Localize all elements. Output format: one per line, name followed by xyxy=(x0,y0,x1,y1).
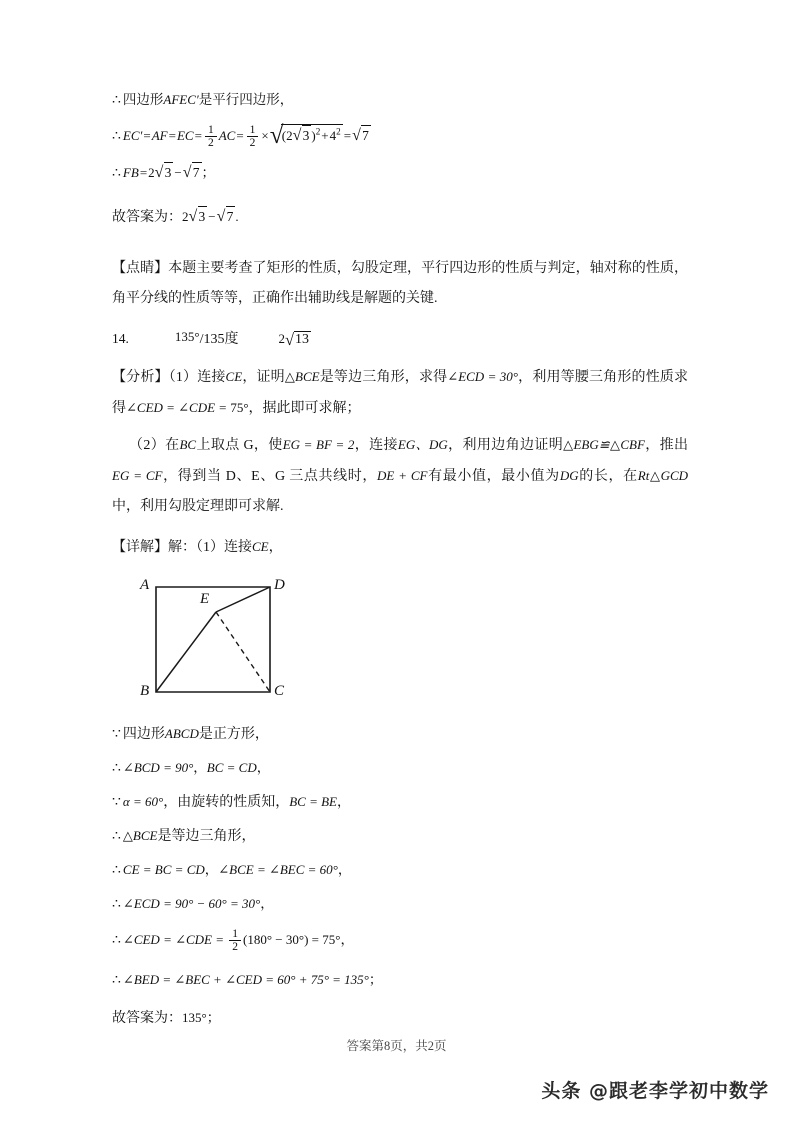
eg-cf-equation: EG = CF xyxy=(112,468,163,484)
sqrt-13: √ 13 xyxy=(285,331,311,348)
inner-sqrt-3: √ 3 xyxy=(293,125,312,146)
solution-line-4 xyxy=(112,826,688,847)
ce-bc-cd-equation: CE = BC = CD xyxy=(122,862,205,878)
equals-sign: = xyxy=(194,128,202,144)
answer-135-degrees: 135° xyxy=(174,329,200,345)
comma: ， xyxy=(337,862,352,878)
page-footer: 答案第8页，共2页 xyxy=(346,1039,447,1053)
comma: ， xyxy=(204,862,219,878)
comma: ， xyxy=(340,932,354,948)
because-symbol: ∴ xyxy=(112,93,121,108)
solution-line-5 xyxy=(112,860,688,881)
angle-ecd-value: ∠ECD = 30° xyxy=(447,369,518,385)
solution-line-3 xyxy=(112,792,688,813)
exponent-2: 2 xyxy=(315,126,321,137)
semicolon: ； xyxy=(206,1010,221,1026)
geometry-figure-square-abcd xyxy=(138,575,338,710)
figure-svg xyxy=(138,575,338,710)
final-answer-value: 135° xyxy=(182,1010,207,1026)
answer-label: 故答案为： xyxy=(112,210,182,226)
solution-line-bed xyxy=(112,970,688,991)
therefore-symbol: ∴ xyxy=(112,863,121,879)
analysis-p2-line3-a: 中，利用勾股定理即可求解. xyxy=(112,499,284,515)
dianjing-paragraph xyxy=(112,254,688,314)
ec-prime-equation-line xyxy=(112,124,688,149)
dianjing-text: 本题主要考查了矩形的性质，勾股定理，平行四边形的性质与判定，轴对称的性质，角平分线的性质等等，正确作出辅助线是解题的关键. xyxy=(112,261,689,307)
bc-segment: BC xyxy=(179,437,197,453)
angle-bce-bec-value: ∠BCE = ∠BEC = 60° xyxy=(218,862,338,878)
solution-line-6 xyxy=(112,894,688,915)
segment-be xyxy=(156,612,216,692)
times-sign: × xyxy=(261,128,269,144)
therefore-symbol: ∴ xyxy=(112,761,121,777)
analysis-p2-line2-b: ，得到当 D、E、G 三点共线时， xyxy=(162,469,377,485)
analysis-tag: 【分析】 xyxy=(112,370,169,386)
solution-line-2 xyxy=(112,758,688,779)
therefore-symbol: ∴ xyxy=(112,829,121,845)
vertex-label-c: C xyxy=(274,683,285,700)
period: . xyxy=(235,209,239,225)
two-coefficient: 2 xyxy=(182,209,189,225)
equals-sign: = xyxy=(236,128,244,144)
triangle-bce: △BCE xyxy=(284,369,320,385)
outer-sqrt xyxy=(270,124,343,146)
vertex-label-d: D xyxy=(274,577,285,594)
sqrt-7: √ 7 xyxy=(352,125,371,146)
two-coefficient: 2 xyxy=(286,128,293,144)
answer-label: 故答案为： xyxy=(112,1011,182,1027)
analysis-p2-b: ，连接 xyxy=(354,438,398,454)
solution-lead-line xyxy=(112,532,688,563)
analysis-p1-b: 是等边三角形，求得 xyxy=(319,370,448,386)
abcd-label: ABCD xyxy=(164,726,199,742)
analysis-p1-c: ，利用等腰三角形的 xyxy=(518,370,646,386)
previous-answer-line xyxy=(112,206,688,228)
quadrilateral-text: 四边形 xyxy=(122,727,165,743)
item-14-answer-row xyxy=(112,328,688,348)
bc-cd-equation: BC = CD xyxy=(206,760,257,776)
comma: ， xyxy=(260,896,274,912)
analysis-p1-line2-b: ，据此即可求解； xyxy=(248,401,361,417)
ce-segment: CE xyxy=(252,539,269,555)
therefore-symbol: ∴ xyxy=(112,129,121,145)
congruence-statement: △EBG≌△CBF xyxy=(563,437,645,453)
segment-ed xyxy=(216,587,270,612)
analysis-p2-line2-d: 的长，在 xyxy=(578,469,638,485)
equals-sign: = xyxy=(343,128,352,144)
de-cf-sum: DE + CF xyxy=(377,468,428,484)
one-half-fraction-2: $\frac{1}{2}$ xyxy=(245,124,261,149)
value-75-degrees: 75° xyxy=(230,400,249,416)
therefore-symbol: ∴ xyxy=(112,933,121,949)
square-outline xyxy=(156,587,270,692)
semicolon: ； xyxy=(201,165,215,181)
analysis-p2-a: 上取点 G，使 xyxy=(196,438,283,454)
segment-ec-dashed xyxy=(216,612,270,692)
analysis-p1-open: （1）连接 xyxy=(168,370,226,386)
outer-radicand: (2 √ 3 )$^2+4^2$ xyxy=(281,124,343,146)
angle-ecd-computation: ∠ECD = 90° − 60° = 30° xyxy=(122,896,261,912)
solution-lead: 解：（1）连接 xyxy=(168,540,252,556)
therefore-symbol: ∴ xyxy=(112,973,121,989)
analysis-p1-a: ，证明 xyxy=(242,370,285,386)
because-symbol: ∵ xyxy=(112,795,121,811)
equals-sign: = xyxy=(143,128,151,144)
one-half-fraction: $\frac{1}{2}$ xyxy=(227,928,243,953)
conclusion-parallelogram-line xyxy=(112,90,688,111)
analysis-p2-open: （2）在 xyxy=(129,438,180,454)
four-term: 4 xyxy=(329,128,337,144)
watermark-text: 头条 @跟老李学初中数学 xyxy=(541,1080,769,1102)
angle-bed-computation: ∠BED = ∠BEC + ∠CED = 60° + 75° = 135° xyxy=(122,972,369,988)
rotation-property-text: ，由旋转的性质知， xyxy=(163,795,290,811)
sqrt-7: √ 7 xyxy=(183,162,202,183)
angle-ced-cde: ∠CED = ∠CDE = xyxy=(126,400,231,416)
plus-sign: + xyxy=(321,128,329,144)
ac-term: AC xyxy=(218,128,236,144)
comma: ， xyxy=(256,760,271,776)
af-term: AF xyxy=(151,128,168,144)
semicolon: ； xyxy=(368,972,383,988)
equals-sign: = xyxy=(168,128,176,144)
exponent-2b: 2 xyxy=(336,126,341,137)
point-label-e: E xyxy=(200,591,210,608)
comma: ， xyxy=(268,540,283,556)
quadrilateral-text: 四边形 xyxy=(122,92,164,107)
solution-tag: 【详解】 xyxy=(112,540,168,556)
solution-final-answer-line xyxy=(112,1008,688,1029)
analysis-p2-d: ， xyxy=(644,438,660,454)
sqrt-3: √ 3 xyxy=(189,206,208,227)
solution-line-1 xyxy=(112,724,688,745)
triangle-bce: △BCE xyxy=(122,828,158,844)
analysis-p2-c: ，利用边角边证明 xyxy=(447,438,564,454)
angle-bcd-value: ∠BCD = 90° xyxy=(122,760,194,776)
ced-parenthetical: (180° − 30°) = 75° xyxy=(243,932,341,948)
sqrt-7: √ 7 xyxy=(217,206,236,227)
therefore-symbol: ∴ xyxy=(112,166,121,182)
bc-be-equation: BC = BE xyxy=(289,794,337,810)
equals-sign: = xyxy=(139,165,148,181)
solution-line-ced xyxy=(112,928,688,953)
fb-term: FB xyxy=(122,165,139,181)
angle-ced-cde-lhs: ∠CED = ∠CDE = xyxy=(122,932,228,948)
ec-term: EC xyxy=(176,128,194,144)
is-parallelogram-text: 是平行四边形， xyxy=(198,92,294,107)
two-coefficient: 2 xyxy=(278,331,285,347)
right-triangle-gcd: Rt△GCD xyxy=(637,468,689,484)
vertex-label-a: A xyxy=(140,577,150,594)
dg-segment: DG xyxy=(559,468,579,484)
comma: ， xyxy=(193,760,207,776)
eg-bf-equation: EG = BF = 2 xyxy=(282,437,355,453)
sqrt-3: √ 3 xyxy=(155,162,174,183)
afec-label: AFEC′ xyxy=(163,92,199,107)
comma: ， xyxy=(337,794,351,810)
analysis-p1-line2-a: 性质求得 xyxy=(112,370,689,417)
analysis-p2-line2-a: 推出 xyxy=(659,438,689,454)
ec-prime-term: EC′ xyxy=(122,128,143,144)
item-number: 14. xyxy=(112,331,129,347)
two-coefficient: 2 xyxy=(148,165,155,181)
fb-equation-line xyxy=(112,162,688,184)
is-square-text: 是正方形， xyxy=(198,727,269,743)
answer-135-alt: /135度 xyxy=(199,332,239,348)
alpha-value: α = 60° xyxy=(122,794,164,810)
analysis-p2-line2-c: 有最小值，最小值为 xyxy=(427,469,560,485)
dianjing-tag: 【点睛】 xyxy=(112,261,169,277)
one-half-fraction: $\frac{1}{2}$ xyxy=(203,124,219,149)
equilateral-text: 是等边三角形， xyxy=(157,829,256,845)
because-symbol: ∵ xyxy=(112,727,121,743)
vertex-label-b: B xyxy=(140,683,150,700)
analysis-paragraph-1 xyxy=(112,362,688,424)
ce-segment: CE xyxy=(225,369,243,385)
minus-sign: − xyxy=(208,209,216,225)
therefore-symbol: ∴ xyxy=(112,897,121,913)
analysis-paragraph-2 xyxy=(112,430,688,522)
minus-sign: − xyxy=(174,165,182,181)
eg-dg-segments: EG、DG xyxy=(397,437,448,453)
